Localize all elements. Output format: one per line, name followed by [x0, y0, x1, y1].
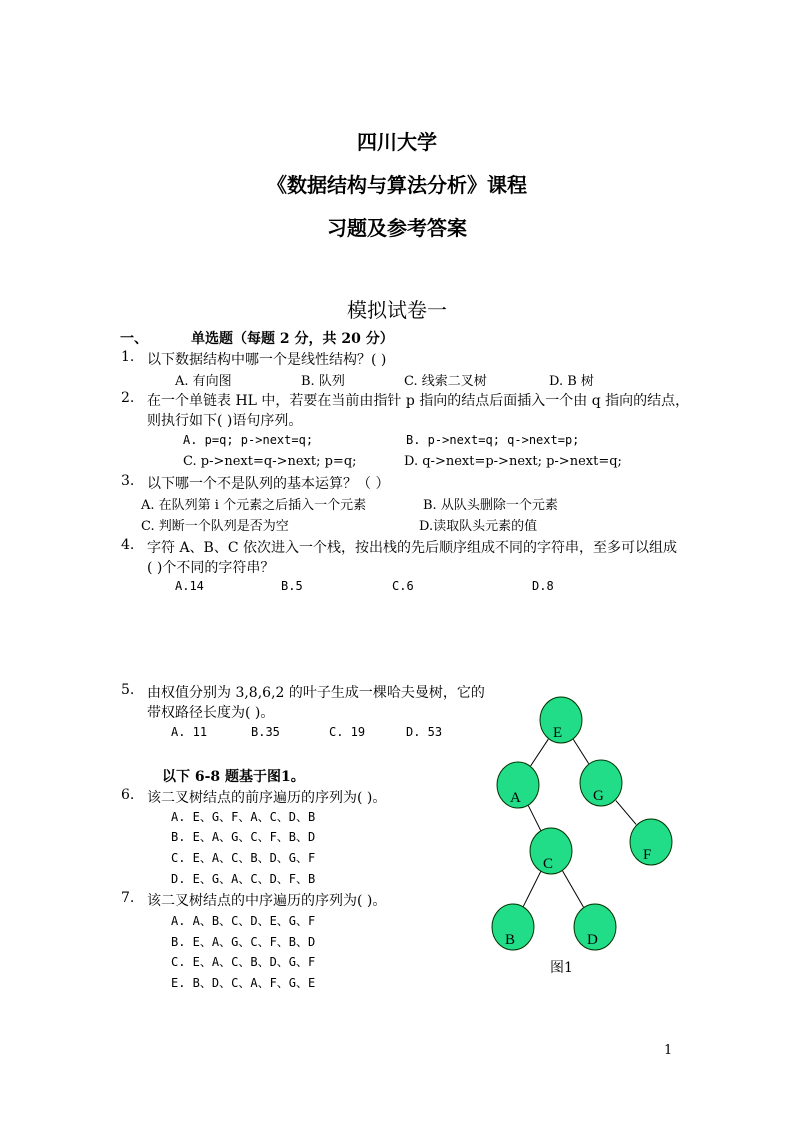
tree-edges	[523, 739, 636, 907]
tree-edge-A-C	[528, 806, 540, 831]
tree-node-D	[574, 904, 616, 950]
tree-node-label: C	[543, 856, 554, 872]
questions-6-8-note: 以下 6-8 题基于图1。	[162, 769, 305, 785]
tree-node-A	[497, 762, 539, 808]
course-title: 《数据结构与算法分析》课程	[267, 173, 527, 197]
q5-text-line1: 由权值分别为 3,8,6,2 的叶子生成一棵哈夫曼树，它的	[147, 685, 485, 701]
tree-node-label: D	[587, 932, 598, 948]
q7-option-c: C. E、A、C、B、D、G、F	[171, 955, 316, 969]
q1-option-c: C. 线索二叉树	[404, 374, 487, 389]
q4-option-a: A.14	[175, 579, 204, 593]
tree-node-label: F	[643, 847, 652, 863]
q1-option-a: A. 有向图	[175, 374, 232, 389]
q7-text: 该二叉树结点的中序遍历的序列为( )。	[147, 893, 387, 909]
q7-option-b: B. E、A、G、C、F、B、D	[171, 935, 316, 949]
q6-text: 该二叉树结点的前序遍历的序列为( )。	[147, 790, 387, 806]
q4-text-line1: 字符 A、B、C 依次进入一个栈，按出栈的先后顺序组成不同的字符串，至多可以组成	[147, 540, 678, 556]
q4-number: 4.	[121, 537, 135, 553]
q4-text-line2: ( )个不同的字符串？	[147, 560, 275, 576]
tree-node-label: B	[505, 932, 516, 948]
q3-text: 以下哪一个不是队列的基本运算？（ ）	[147, 476, 390, 492]
q7-option-d: E. B、D、C、A、F、G、E	[171, 976, 316, 990]
tree-node-E	[540, 697, 582, 743]
q6-option-a: A. E、G、F、A、C、D、B	[171, 810, 316, 824]
section-title: 单选题（每题 2 分，共 20 分）	[191, 331, 394, 347]
q1-option-b: B. 队列	[301, 374, 345, 389]
q6-number: 6.	[121, 787, 135, 803]
q2-option-c: C. p->next=q->next; p=q;	[183, 454, 357, 469]
tree-node-G	[580, 760, 622, 806]
q3-option-b: B. 从队头删除一个元素	[423, 498, 558, 513]
tree-edge-E-G	[573, 739, 588, 763]
q4-option-c: C.6	[392, 579, 414, 593]
tree-node-label: A	[510, 790, 521, 806]
q3-option-d: D.读取队头元素的值	[419, 519, 538, 534]
tree-edge-G-F	[616, 801, 636, 825]
q1-text: 以下数据结构中哪一个是线性结构？( )	[147, 352, 387, 368]
q7-number: 7.	[121, 890, 135, 906]
q2-option-d: D. q->next=p->next; p->next=q;	[404, 454, 622, 469]
tree-nodes	[492, 697, 672, 950]
q4-option-d: D.8	[532, 579, 554, 593]
tree-node-B	[492, 904, 534, 950]
q1-number: 1.	[121, 349, 135, 365]
tree-node-label: E	[553, 725, 563, 741]
q2-option-b: B. p->next=q; q->next=p;	[406, 433, 580, 447]
q6-option-d: D. E、G、A、C、D、F、B	[171, 872, 316, 886]
doc-title: 习题及参考答案	[327, 216, 467, 240]
q5-text-line2: 带权路径长度为( )。	[147, 705, 275, 721]
q6-option-c: C. E、A、C、B、D、G、F	[171, 851, 316, 865]
q2-option-a: A. p=q; p->next=q;	[183, 433, 314, 447]
q7-option-a: A. A、B、C、D、E、G、F	[171, 914, 316, 928]
q2-text-line2: 则执行如下( )语句序列。	[147, 413, 303, 429]
q6-option-b: B. E、A、G、C、F、B、D	[171, 830, 316, 844]
q5-option-c: C. 19	[329, 725, 366, 739]
tree-node-F	[630, 819, 672, 865]
q3-option-a: A. 在队列第 i 个元素之后插入一个元素	[141, 498, 367, 513]
section-number: 一、	[120, 331, 148, 347]
q2-text-line1: 在一个单链表 HL 中，若要在当前由指针 p 指向的结点后面插入一个由 q 指向的结点，	[147, 393, 690, 409]
tree-edge-C-B	[523, 872, 540, 907]
figure-caption: 图1	[550, 960, 573, 976]
q1-option-d: D. B 树	[549, 374, 594, 389]
q5-number: 5.	[121, 682, 135, 698]
tree-node-label: G	[593, 788, 604, 804]
q3-number: 3.	[121, 473, 135, 489]
q4-option-b: B.5	[281, 579, 303, 593]
q5-option-a: A. 11	[171, 725, 208, 739]
tree-edge-C-D	[563, 871, 584, 907]
q5-option-d: D. 53	[406, 725, 443, 739]
tree-edge-E-A	[531, 739, 549, 766]
exam-title: 模拟试卷一	[347, 298, 447, 322]
q3-option-c: C. 判断一个队列是否为空	[141, 519, 289, 534]
page-number: 1	[664, 1043, 673, 1058]
school-title: 四川大学	[357, 130, 437, 154]
tree-node-C	[530, 828, 572, 874]
q5-option-b: B.35	[251, 725, 280, 739]
q2-number: 2.	[121, 390, 135, 406]
